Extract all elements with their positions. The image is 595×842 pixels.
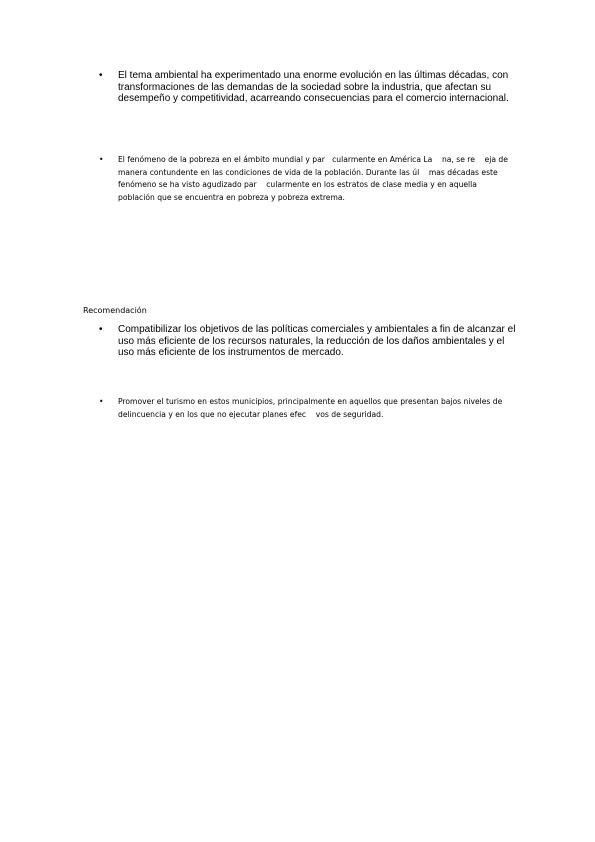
recommendation-item-policy: [99, 324, 519, 359]
conclusion-item-poverty: [99, 154, 511, 204]
list-item: [99, 324, 519, 359]
recommendation-item-tourism: [99, 396, 519, 421]
list-item-text: El fenómeno de la pobreza en el ámbito mundial y par cularmente en América La na, se re eja de manera contundente en las condiciones de vida de la población. Durante las úl mas décadas este fenómeno se ha visto agudizado par cularmente en los estratos de clase media y en aquella población que se encuentra en pobreza y pobreza extrema.: [118, 155, 511, 202]
bullet-marker: •: [99, 324, 103, 335]
list-item: [99, 396, 519, 421]
bullet-marker: •: [99, 397, 104, 406]
list-item-text: Promover el turismo en estos municipios, principalmente en aquellos que presentan bajos niveles de delincuencia y en los que no ejecutar planes efec vos de seguridad.: [118, 397, 505, 419]
bullet-marker: •: [99, 155, 104, 164]
recommendation-section: [83, 306, 523, 316]
list-item-text: El tema ambiental ha experimentado una enorme evolución en las últimas décadas, con transformaciones de las demandas de la sociedad sobre la industria, que afectan su desempeño y competitividad, acarreando consecuencias para el comercio internacional.: [118, 70, 509, 104]
list-item: [99, 154, 511, 204]
list-item: [99, 70, 519, 105]
conclusion-item-environment: [99, 70, 519, 105]
bullet-marker: •: [99, 70, 103, 81]
list-item-text: Compatibilizar los objetivos de las políticas comerciales y ambientales a fin de alcanzar el uso más eficiente de los recursos naturales, la reducción de los daños ambientales y el uso más eficiente de los instrumentos de mercado.: [118, 324, 516, 358]
section-heading: Recomendación: [83, 306, 147, 315]
